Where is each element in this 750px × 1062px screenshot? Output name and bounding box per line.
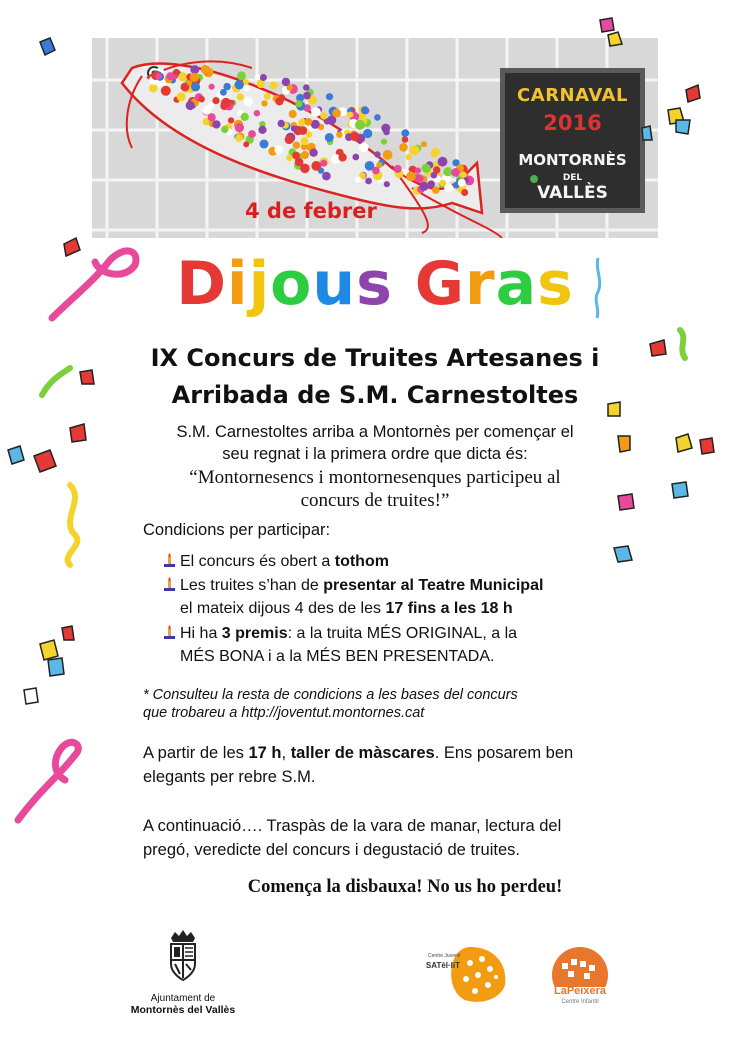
fish-confetti-dot xyxy=(248,130,256,138)
fish-confetti-dot xyxy=(301,137,309,145)
condition-2-text-b: el mateix dijous 4 des de les xyxy=(180,600,386,617)
ajuntament-logo xyxy=(118,930,248,1016)
condition-1-bold: tothom xyxy=(334,553,389,570)
fish-confetti-dot xyxy=(401,129,409,137)
fish-confetti-dot xyxy=(320,160,327,167)
fish-confetti-dot xyxy=(186,101,195,110)
satelit-label: SATèl·liT xyxy=(425,961,460,970)
fish-confetti-dot xyxy=(254,110,260,116)
condition-item-open xyxy=(180,550,389,573)
condition-3-text-c: MÉS BONA i a la MÉS BEN PRESENTADA. xyxy=(180,648,495,665)
condition-3-text-b: : a la truita MÉS ORIGINAL, a la xyxy=(287,625,518,642)
fish-confetti-dot xyxy=(244,97,254,107)
fish-confetti-dot xyxy=(235,134,243,142)
fish-confetti-dot xyxy=(415,174,424,183)
fish-confetti-dot xyxy=(208,113,216,121)
fish-confetti-dot xyxy=(433,166,440,173)
fish-confetti-dot xyxy=(291,126,297,132)
fish-confetti-dot xyxy=(406,154,412,160)
taller-activity: taller de màscares xyxy=(290,744,435,762)
streamer-green xyxy=(42,368,70,395)
fish-confetti-dot xyxy=(322,172,331,181)
banner-date: 4 de febrer xyxy=(245,199,377,223)
condition-2-text: Les truites s’han de xyxy=(180,577,324,594)
fish-confetti-dot xyxy=(173,69,180,76)
fish-confetti-dot xyxy=(149,84,157,92)
streamer-yellow xyxy=(68,485,78,565)
fish-confetti-dot xyxy=(347,112,353,118)
fish-confetti-dot xyxy=(282,78,290,86)
taller-text-e: . Ens posarem ben xyxy=(434,744,574,762)
streamer-green-right xyxy=(680,330,685,358)
coat-of-arms-icon xyxy=(163,930,203,982)
quote-line1: “Montornesencs i montornesenques participeu al xyxy=(189,467,561,488)
fish-confetti-dot xyxy=(221,126,228,133)
fish-confetti-dot xyxy=(460,171,466,177)
fish-confetti-dot xyxy=(303,92,311,100)
fish-confetti-dot xyxy=(381,139,387,145)
condition-3-bold: 3 premis xyxy=(221,625,288,642)
fish-confetti-dot xyxy=(260,74,267,81)
fish-confetti-dot xyxy=(212,120,220,128)
fish-confetti-dot xyxy=(201,65,210,74)
candle-bullet-icon xyxy=(163,553,176,567)
fish-confetti-dot xyxy=(286,155,293,162)
fish-confetti-dot xyxy=(458,179,466,187)
fish-confetti-dot xyxy=(303,84,310,91)
fish-confetti-dot xyxy=(309,149,317,157)
taller-text-f: elegants per rebre S.M. xyxy=(143,768,316,786)
fish-confetti-dot xyxy=(415,167,421,173)
fish-confetti-dot xyxy=(399,143,408,152)
peixera-sublabel: Centre Infantil xyxy=(561,999,599,1005)
satelit-small-label: Centre Juvenil xyxy=(428,953,460,959)
ajuntament-line2: Montornès del Vallès xyxy=(130,1004,236,1016)
fish-confetti-dot xyxy=(440,180,447,187)
title-letter: D xyxy=(176,249,228,319)
fish-confetti-dot xyxy=(190,73,199,82)
fish-confetti-dot xyxy=(383,150,393,160)
condition-item-prizes xyxy=(180,622,517,668)
fish-confetti-dot xyxy=(274,145,283,154)
fish-confetti-dot xyxy=(305,118,313,126)
fish-confetti-dot xyxy=(295,158,304,167)
fish-confetti-dot xyxy=(338,153,346,161)
conditions-title: Condicions per participar: xyxy=(143,521,331,539)
sign-town: MONTORNÈS xyxy=(518,151,627,169)
sign-year: 2016 xyxy=(543,111,602,135)
title-letter: a xyxy=(495,249,538,319)
fish-confetti-dot xyxy=(402,136,409,143)
fish-confetti-dot xyxy=(461,189,468,196)
continuation-line2: pregó, veredicte del concurs i degustació de truites. xyxy=(143,841,520,859)
footnote-line2: que trobareu a http://joventut.montornes.cat xyxy=(143,705,425,721)
ajuntament-line1: Ajuntament de xyxy=(150,993,216,1004)
fish-confetti-dot xyxy=(244,85,250,91)
fish-confetti-dot xyxy=(336,132,342,138)
condition-1-text: El concurs és obert a xyxy=(180,553,335,570)
carnaval-sign xyxy=(500,68,645,213)
program-continuation xyxy=(143,814,613,862)
title-letter: u xyxy=(312,249,357,319)
fish-confetti-dot xyxy=(237,71,246,80)
fish-confetti-dot xyxy=(422,164,431,173)
fish-confetti-dot xyxy=(350,132,359,141)
fish-confetti-dot xyxy=(177,92,186,101)
continuation-line1: A continuació…. Traspàs de la vara de manar, lectura del xyxy=(143,817,562,835)
fish-confetti-dot xyxy=(235,80,244,89)
condition-item-delivery xyxy=(180,574,543,620)
fish-confetti-dot xyxy=(352,154,359,161)
fish-confetti-dot xyxy=(161,86,171,96)
fish-confetti-dot xyxy=(374,151,380,157)
title-letter: o xyxy=(270,249,313,319)
title-letter: s xyxy=(537,249,574,319)
fish-confetti-dot xyxy=(212,97,219,104)
fish-confetti-dot xyxy=(394,165,402,173)
fish-confetti-dot xyxy=(381,124,390,133)
fish-confetti-dot xyxy=(443,167,452,176)
fish-confetti-dot xyxy=(361,106,369,114)
fish-confetti-dot xyxy=(191,82,200,91)
fish-confetti-dot xyxy=(243,141,249,147)
fish-confetti-dot xyxy=(311,161,321,171)
fish-confetti-dot xyxy=(275,97,283,105)
footnote-line1: * Consulteu la resta de condicions a les bases del concurs xyxy=(143,687,518,703)
taller-text-a: A partir de les xyxy=(143,744,249,762)
fish-confetti-dot xyxy=(220,89,227,96)
fish-confetti-dot xyxy=(311,107,321,117)
peixera-logo xyxy=(548,947,612,987)
intro-text xyxy=(130,421,620,465)
sign-title: CARNAVAL xyxy=(517,85,628,106)
title-letter: G xyxy=(414,249,465,319)
fish-confetti-dot xyxy=(359,143,369,153)
fish-confetti-dot xyxy=(258,126,266,134)
fish-confetti-dot xyxy=(355,120,365,130)
footnote xyxy=(143,686,518,722)
taller-text-comma: , xyxy=(281,744,291,762)
fish-confetti-dot xyxy=(421,141,427,147)
title-letter: j xyxy=(248,249,271,319)
sign-del: DEL xyxy=(562,173,583,183)
royal-order-quote xyxy=(130,466,620,512)
fish-confetti-dot xyxy=(155,73,162,80)
fish-confetti-dot xyxy=(235,123,244,132)
fish-confetti-dot xyxy=(295,100,302,107)
condition-3-text: Hi ha xyxy=(180,625,222,642)
title-letter: s xyxy=(356,249,393,319)
fish-confetti-dot xyxy=(241,113,249,121)
fish-confetti-dot xyxy=(451,168,460,177)
candle-bullet-icon xyxy=(163,577,176,591)
fish-confetti-dot xyxy=(363,129,372,138)
fish-confetti-dot xyxy=(325,133,334,142)
streamer-pink-bottom xyxy=(18,742,78,820)
candle-bullet-icon xyxy=(163,625,176,639)
sign-dot xyxy=(530,175,538,183)
fish-confetti-dot xyxy=(285,135,294,144)
intro-line1: S.M. Carnestoltes arriba a Montornès per començar el xyxy=(176,423,574,441)
fish-confetti-dot xyxy=(410,145,420,155)
heading-line1: IX Concurs de Truites Artesanes i xyxy=(150,344,600,372)
fish-confetti-dot xyxy=(355,176,361,182)
sign-valles: VALLÈS xyxy=(537,183,608,203)
fish-confetti-dot xyxy=(278,120,285,127)
fish-confetti-dot xyxy=(431,151,437,157)
fish-confetti-dot xyxy=(261,100,267,106)
fish-confetti-dot xyxy=(374,114,381,121)
fish-confetti-dot xyxy=(298,126,307,135)
fish-confetti-dot xyxy=(289,110,297,118)
fish-confetti-dot xyxy=(420,182,429,191)
fish-confetti-dot xyxy=(221,98,231,108)
intro-line2: seu regnat i la primera ordre que dicta és: xyxy=(222,445,528,463)
fish-confetti-dot xyxy=(178,72,187,81)
fish-confetti-dot xyxy=(260,140,269,149)
fish-confetti-dot xyxy=(228,117,234,123)
fish-confetti-dot xyxy=(202,106,211,115)
fish-confetti-dot xyxy=(365,178,372,185)
fish-confetti-dot xyxy=(270,81,278,89)
closing-slogan: Comença la disbauxa! No us ho perdeu! xyxy=(247,877,563,897)
fish-confetti-dot xyxy=(384,181,390,187)
fish-confetti-dot xyxy=(372,167,380,175)
fish-confetti-dot xyxy=(326,93,333,100)
fish-confetti-dot xyxy=(237,93,244,100)
event-heading xyxy=(110,340,640,414)
condition-2-bold: presentar al Teatre Municipal xyxy=(323,577,544,594)
fish-confetti-dot xyxy=(264,93,271,100)
quote-line2: concurs de truites!” xyxy=(300,490,450,511)
page-title xyxy=(0,244,750,324)
title-letter: i xyxy=(227,249,249,319)
condition-2-hours: 17 fins a les 18 h xyxy=(385,600,513,617)
fish-confetti-dot xyxy=(301,151,309,159)
fish-confetti-dot xyxy=(293,142,300,149)
title-letter xyxy=(393,244,415,324)
fish-confetti-dot xyxy=(438,157,448,167)
mask-workshop-text xyxy=(143,741,613,789)
title-letter: r xyxy=(464,249,496,319)
fish-confetti-dot xyxy=(199,96,205,102)
fish-confetti-dot xyxy=(320,112,327,119)
fish-confetti-dot xyxy=(332,109,341,118)
heading-line2: Arribada de S.M. Carnestoltes xyxy=(171,381,579,409)
peixera-label: LaPeixera xyxy=(554,985,606,997)
fish-confetti-dot xyxy=(406,172,416,182)
taller-time: 17 h xyxy=(248,744,282,762)
fish-confetti-dot xyxy=(209,84,215,90)
